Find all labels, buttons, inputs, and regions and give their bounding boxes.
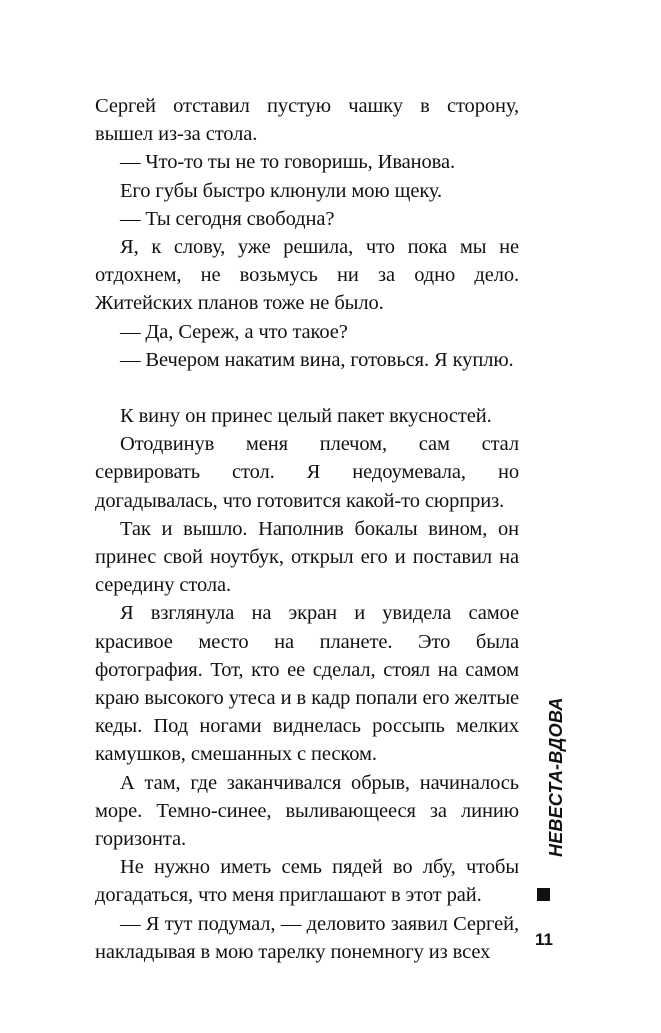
paragraph: — Я тут подумал, — деловито заявил Сергей, накладывая в мою тарелку понемногу из всех	[95, 912, 519, 963]
paragraph: — Что-то ты не то говоришь, Иванова.	[120, 151, 456, 174]
paragraph: — Ты сегодня свободна?	[120, 207, 335, 230]
paragraph: — Вечером накатим вина, готовься. Я куплю.	[120, 348, 514, 371]
paragraph: Отодвинув меня плечом, сам стал сервировать стол. Я недоумевала, но догадывалась, что готовится какой-то сюрприз.	[95, 433, 519, 512]
paragraph: К вину он принес целый пакет вкусностей.	[120, 405, 492, 428]
page-number: 11	[535, 930, 553, 949]
paragraph: Его губы быстро клюнули мою щеку.	[120, 179, 443, 202]
body-text	[95, 92, 519, 966]
paragraph: А там, где заканчивался обрыв, начиналось море. Темно-синее, выливающееся за линию горизонта.	[95, 771, 519, 851]
paragraph: Сергей отставил пустую чашку в сторону, вышел из-за стола.	[95, 95, 519, 146]
section-break	[95, 374, 519, 402]
paragraph: Я, к слову, уже решила, что пока мы не отдохнем, не возьмусь ни за одно дело. Житейских планов тоже не было.	[95, 236, 519, 315]
square-marker-icon	[537, 888, 550, 901]
paragraph: — Да, Сереж, а что такое?	[120, 320, 348, 343]
paragraph: Не нужно иметь семь пядей во лбу, чтобы догадаться, что меня приглашают в этот рай.	[95, 856, 519, 907]
paragraph: Я взглянула на экран и увидела самое красивое место на планете. Это была фотография. Тот, кто ее сделал, стоял на самом краю высокого утеса и в кадр попали его желтые кеды. Под ногами виднелась россыпь мелких камушков, смешанных с песком.	[95, 602, 519, 766]
running-title: НЕВЕСТА-ВДОВА	[546, 697, 566, 857]
paragraph: Так и вышло. Наполнив бокалы вином, он принес свой ноутбук, открыл его и поставил на середину стола.	[95, 517, 519, 597]
